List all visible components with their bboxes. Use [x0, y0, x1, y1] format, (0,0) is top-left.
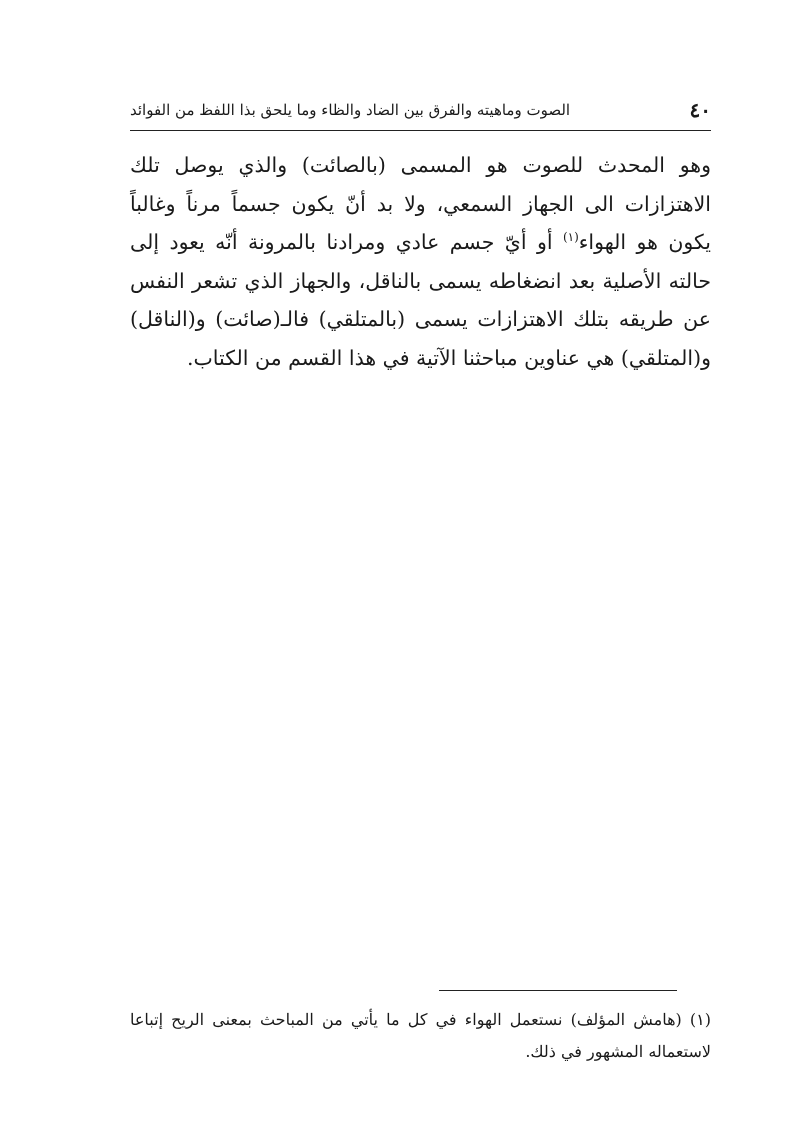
header-divider: [130, 130, 711, 131]
body-paragraph: [130, 146, 711, 377]
footnote-reference[interactable]: (١): [562, 230, 579, 245]
main-text: [130, 146, 711, 377]
running-header: [130, 92, 711, 128]
footnote-divider: [439, 990, 677, 991]
page-number: ٤٠: [689, 98, 711, 122]
running-header-title: الصوت وماهيته والفرق بين الضاد والظاء وما يلحق بذا اللفظ من الفوائد: [130, 101, 571, 119]
body-text-part-2: أو أيّ جسم عادي ومرادنا بالمرونة أنّه يعود إلى حالته الأصلية بعد انضغاطه يسمى بالناقل، والجهاز الذي تشعر النفس عن طريقه بتلك الاهتزازات يسمى (بالمتلقي) فالـ(صائت) و(الناقل) و(المتلقي) هي عناوين مباحثنا الآتية في هذا القسم من الكتاب.: [130, 230, 711, 370]
footnote-1: (١) (هامش المؤلف) نستعمل الهواء في كل ما يأتي من المباحث بمعنى الريح إتباعا لاستعماله المشهور في ذلك.: [130, 1010, 711, 1061]
body-text-part-1: وهو المحدث للصوت هو المسمى (بالصائت) والذي يوصل تلك الاهتزازات الى الجهاز السمعي، ولا بد أنّ يكون جسماً مرناً وغالباً يكون هو الهواء: [130, 153, 711, 254]
footnotes-area: [130, 1004, 711, 1068]
